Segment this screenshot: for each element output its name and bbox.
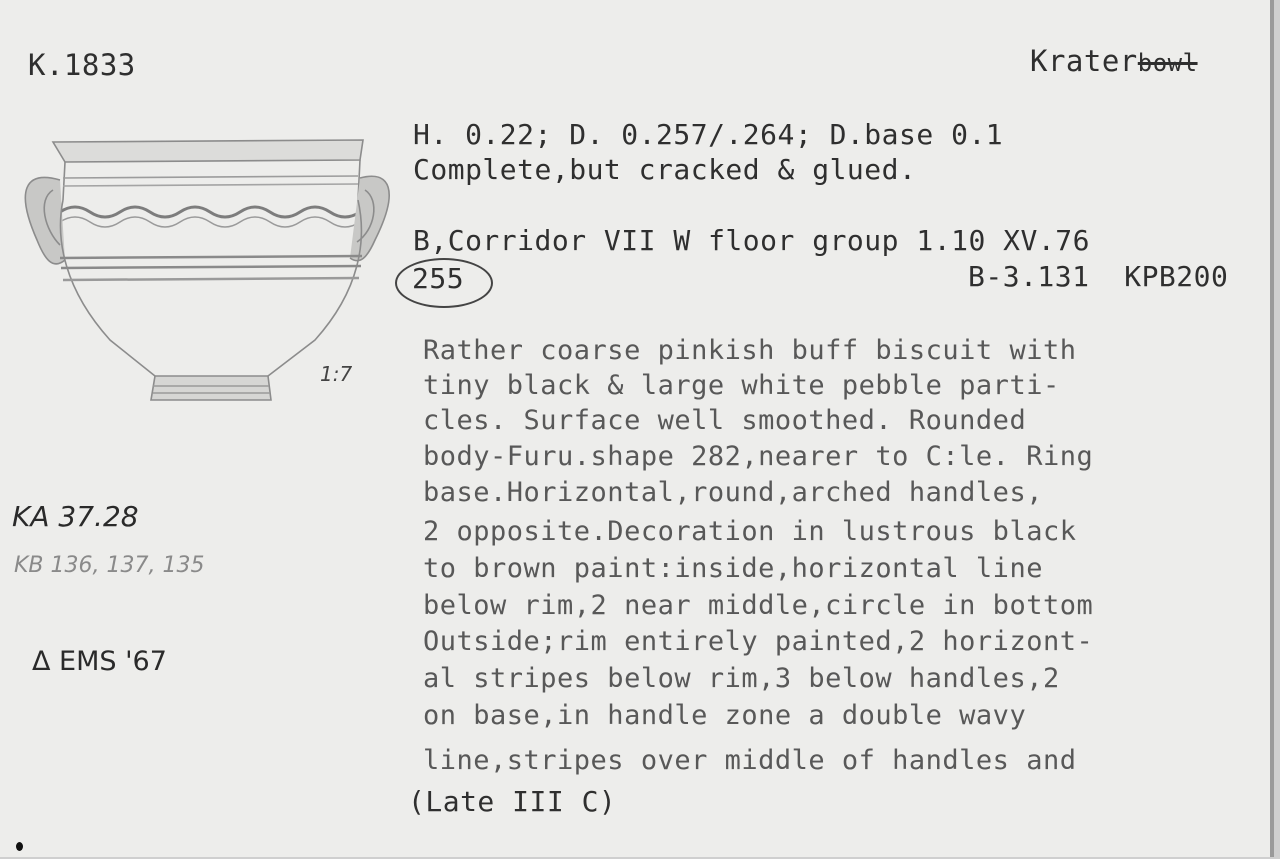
description-line: Rather coarse pinkish buff biscuit with [423, 335, 1077, 366]
inventory-references: B-3.131 KPB200 [968, 260, 1229, 293]
description-line: base.Horizontal,round,arched handles, [423, 477, 1043, 508]
description-line: 2 opposite.Decoration in lustrous black [423, 516, 1077, 547]
handwritten-ka-number: KA 37.28 [12, 500, 139, 533]
description-line: below rim,2 near middle,circle in bottom [423, 590, 1094, 621]
description-line: cles. Surface well smoothed. Rounded [423, 405, 1027, 436]
description-line: body-Furu.shape 282,nearer to C:le. Ring [423, 441, 1094, 472]
scale-note: 1:7 [320, 362, 353, 386]
object-type-group [1030, 44, 1198, 78]
description-line: line,stripes over middle of handles and [423, 745, 1077, 776]
condition: Complete,but cracked & glued. [413, 153, 917, 186]
catalog-number: K.1833 [28, 48, 136, 82]
handwritten-initials: Δ EMS '67 [32, 646, 167, 677]
ink-dot [16, 842, 23, 851]
description-line: to brown paint:inside,horizontal line [423, 553, 1043, 584]
object-type: Krater [1030, 44, 1138, 78]
dating: (Late III C) [408, 785, 617, 818]
object-type-struck: bowl [1137, 49, 1198, 77]
description-line: Outside;rim entirely painted,2 horizont- [423, 626, 1094, 657]
description-line: tiny black & large white pebble parti- [423, 370, 1060, 401]
handwritten-kb-numbers: KB 136, 137, 135 [14, 553, 205, 578]
description-line: on base,in handle zone a double wavy [423, 700, 1027, 731]
circled-number: 255 [412, 262, 465, 295]
findspot: B,Corridor VII W floor group 1.10 XV.76 [413, 224, 1090, 257]
dimensions: H. 0.22; D. 0.257/.264; D.base 0.1 [413, 118, 1004, 151]
description-line: al stripes below rim,3 below handles,2 [423, 663, 1060, 694]
